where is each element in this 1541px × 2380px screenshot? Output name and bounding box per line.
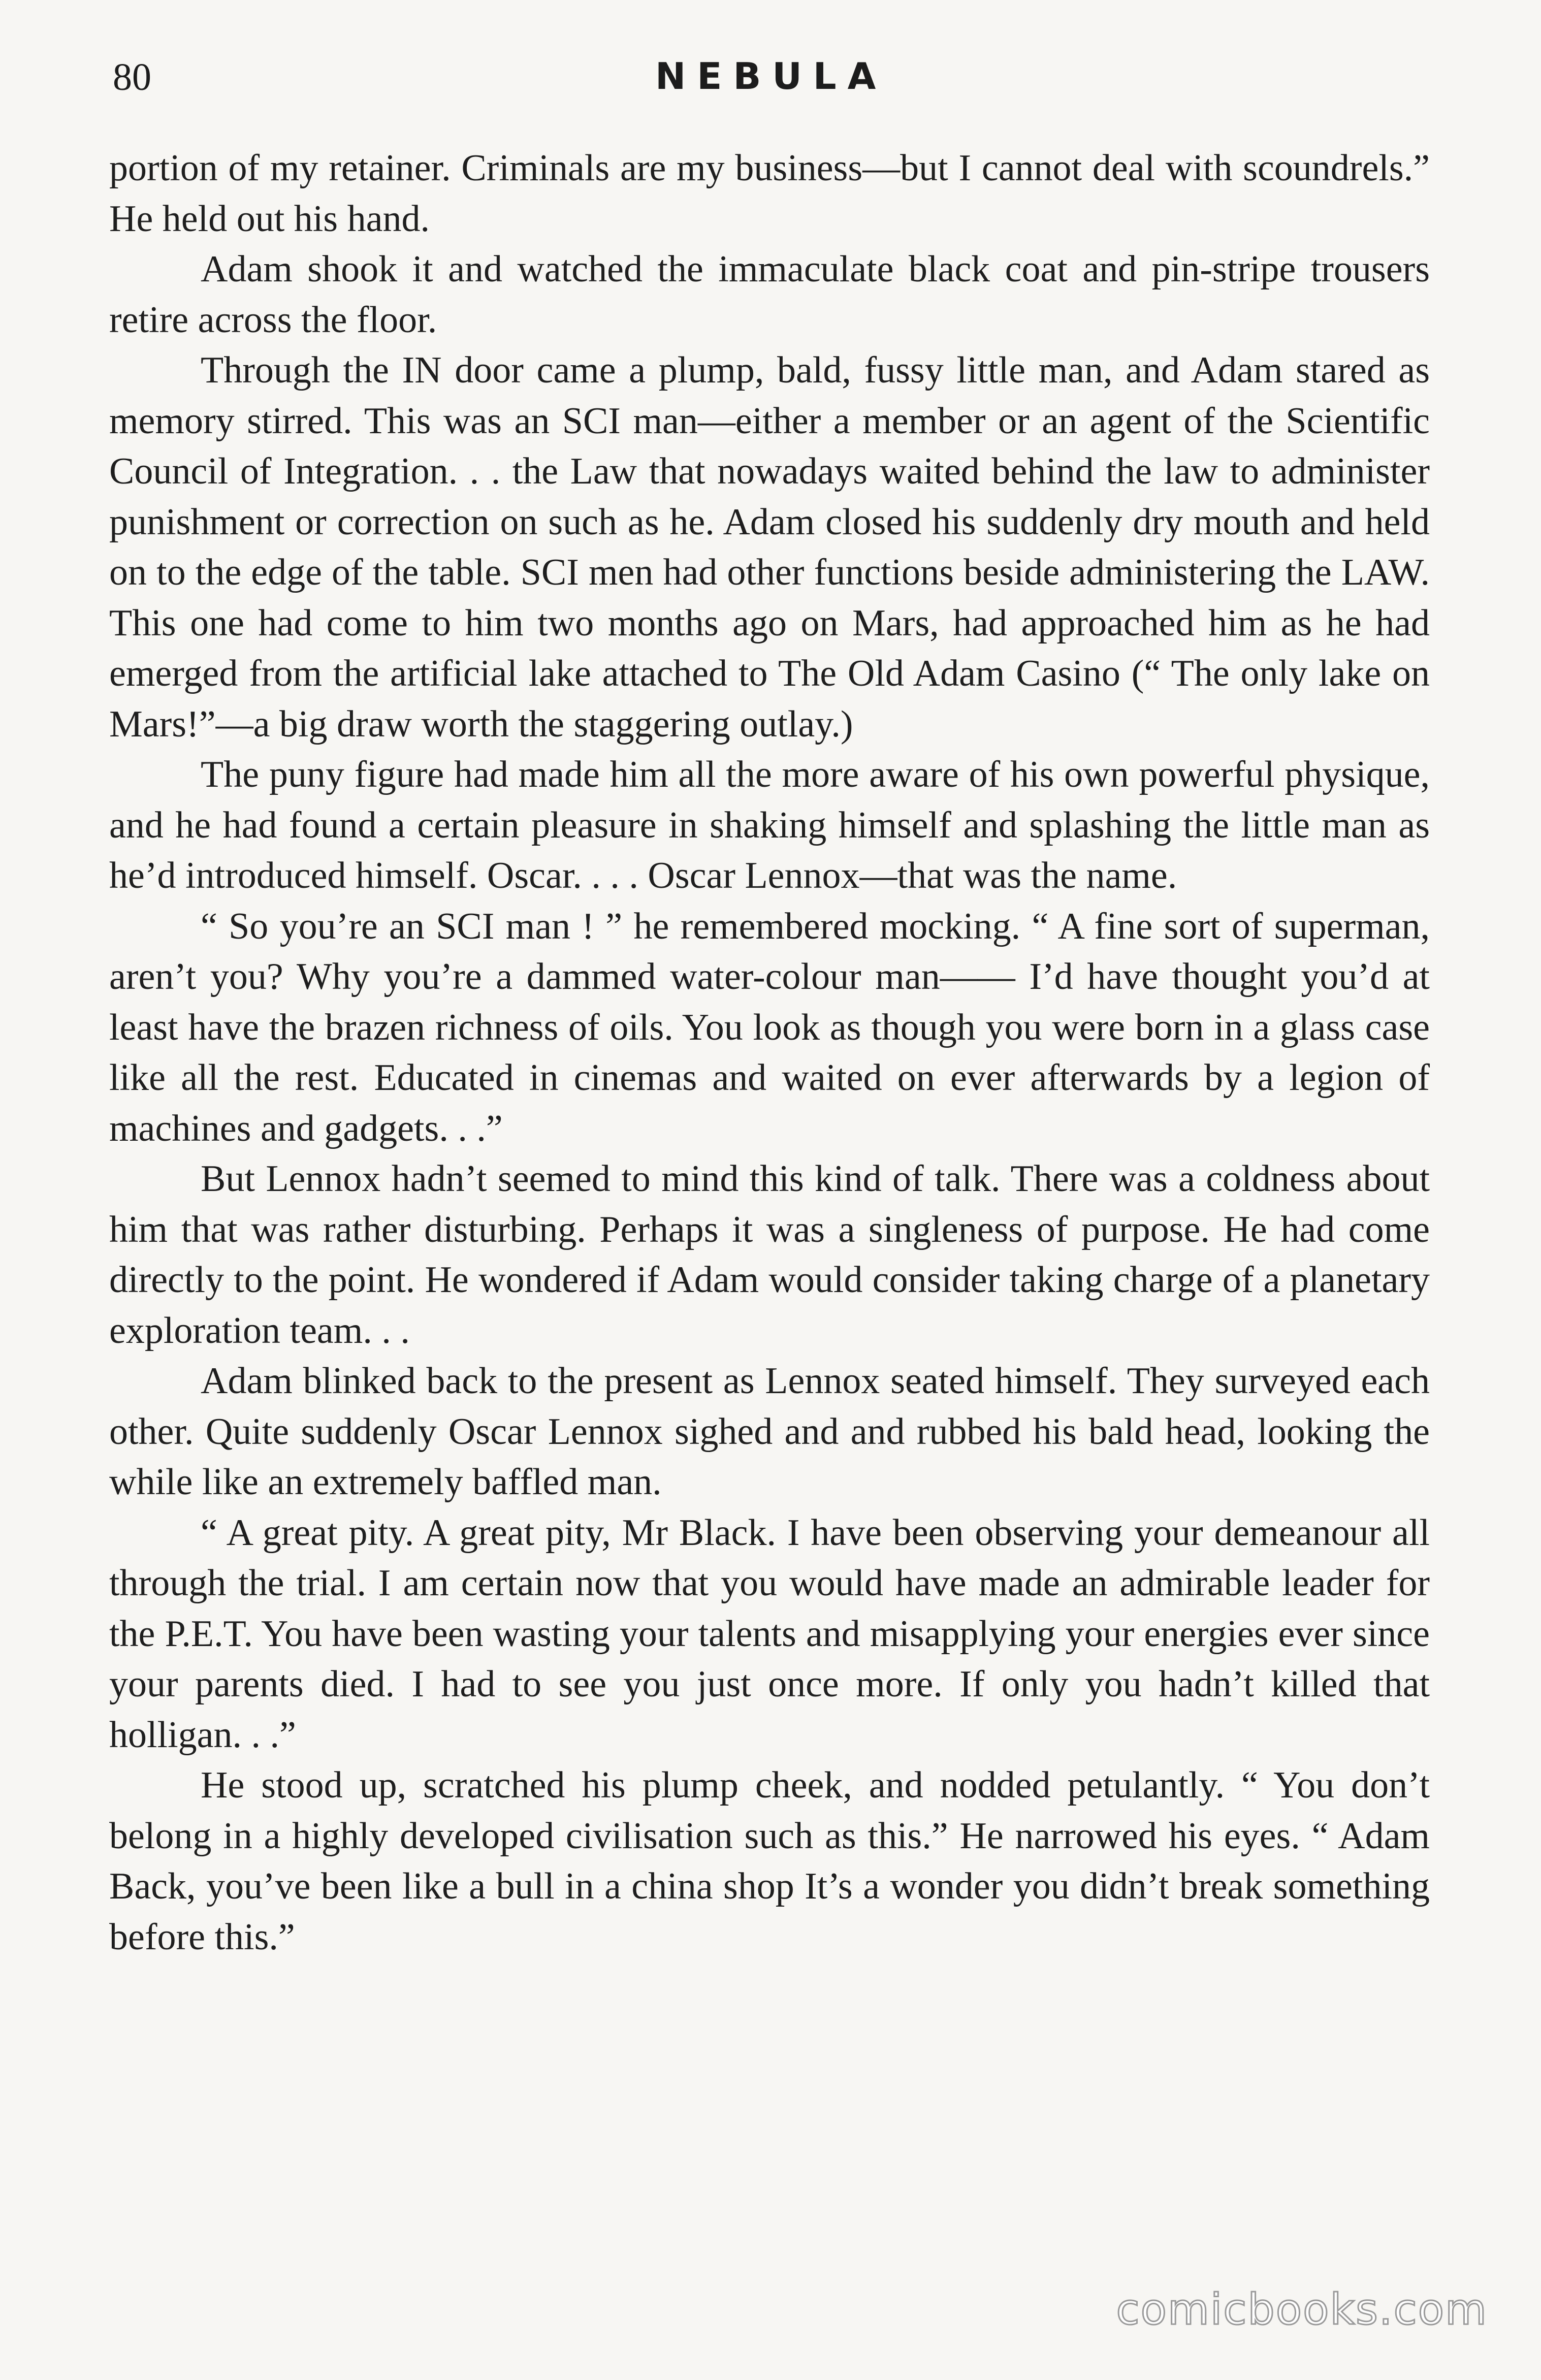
paragraph: Through the IN door came a plump, bald, fussy little man, and Adam stared as memory stirred. This was an SCI man—either a member or an agent of the Scientific Council of Integration. . . the Law that nowadays waited behind the law to administer punishment or correction on such as he. Adam closed his suddenly dry mouth and held on to the edge of the table. SCI men had other functions beside administering the LAW. This one had come to him two months ago on Mars, had approached him as he had emerged from the artificial lake attached to The Old Adam Casino (“ The only lake on Mars!”—a big draw worth the staggering outlay.): [109, 349, 1430, 745]
body-text: [109, 143, 1430, 1963]
paragraph: He stood up, scratched his plump cheek, and nodded petulantly. “ You don’t belong in a highly developed civilisation such as this.” He narrowed his eyes. “ Adam Back, you’ve been like a bull in a china shop It’s a wonder you didn’t break something before this.”: [109, 1764, 1430, 1958]
page-number: 80: [113, 56, 151, 99]
watermark-logo: comicbooks.com: [1116, 2285, 1488, 2334]
paragraph: The puny figure had made him all the more aware of his own powerful physique, and he had found a certain pleasure in shaking himself and splashing the little man as he’d introduced himself. Oscar. . . . Oscar Lennox—that was the name.: [109, 754, 1430, 896]
paragraph-continued: portion of my retainer. Criminals are my business—but I cannot deal with scoundrels.” He held out his hand.: [109, 147, 1430, 240]
paragraph: Adam shook it and watched the immaculate black coat and pin-stripe trousers retire across the floor.: [109, 248, 1430, 341]
paragraph: “ A great pity. A great pity, Mr Black. I have been observing your demeanour all through the trial. I am certain now that you would have made an admirable leader for the P.E.T. You have been wasting your talents and misapplying your energies ever since your parents died. I had to see you just once more. If only you hadn’t killed that holligan. . .”: [109, 1511, 1430, 1756]
paragraph: “ So you’re an SCI man ! ” he remembered mocking. “ A fine sort of superman, aren’t you? Why you’re a dammed water-colour man—— I’d have thought you’d at least have the brazen richness of oils. You look as though you were born in a glass case like all the rest. Educated in cinemas and waited on ever afterwards by a legion of machines and gadgets. . .”: [109, 905, 1430, 1149]
paragraph: Adam blinked back to the present as Lennox seated himself. They surveyed each other. Quite suddenly Oscar Lennox sighed and and rubbed his bald head, looking the while like an extremely baffled man.: [109, 1360, 1430, 1503]
paragraph: But Lennox hadn’t seemed to mind this kind of talk. There was a coldness about him that was rather disturbing. Perhaps it was a singleness of purpose. He had come directly to the point. He wondered if Adam would consider taking charge of a planetary exploration team. . .: [109, 1158, 1430, 1352]
running-head-title: NEBULA: [655, 55, 887, 98]
